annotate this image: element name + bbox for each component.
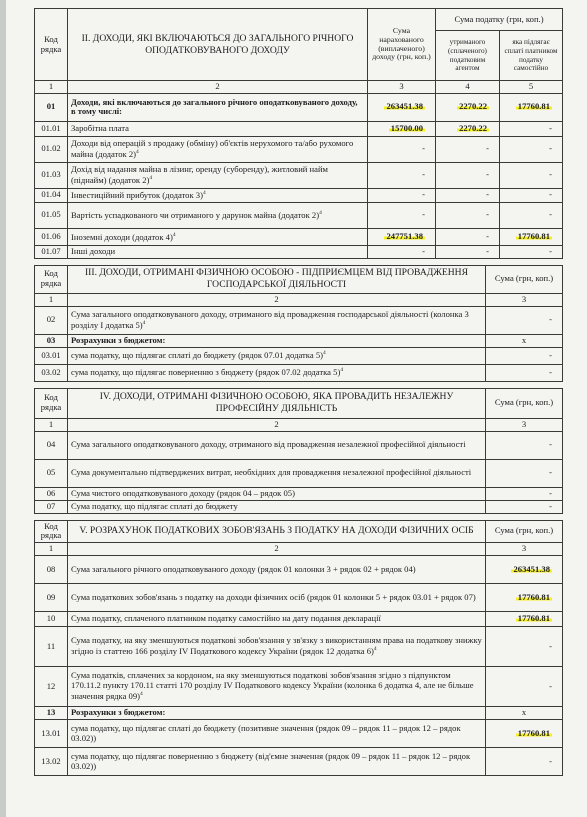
row-label: Сума податкових зобов'язань з податку на доходи фізичних осіб (рядок 01 колонки 5 + рядок 03.01 + рядок 07) (68, 584, 486, 612)
row-tax-agent: - (436, 245, 500, 258)
row-code: 13 (35, 707, 68, 720)
column-number: 1 (35, 293, 68, 306)
row-tax-self: - (500, 245, 563, 258)
row-amount: 15700.00 (390, 122, 423, 133)
table-row (35, 500, 563, 513)
table-row (35, 748, 563, 776)
footnote-mark: 4 (140, 691, 143, 698)
row-value: - (486, 459, 563, 487)
row-tax-self: - (500, 121, 563, 136)
footnote-mark: 4 (172, 231, 176, 238)
table-row (35, 136, 563, 162)
row-label: Вартість успадкованого чи отриманого у дарунок майна (додаток 2) (71, 209, 320, 220)
row-value: 17760.81 (517, 727, 550, 738)
footnote-mark: 4 (319, 210, 322, 216)
row-tax-self: - (500, 188, 563, 202)
footnote-mark: 4 (373, 646, 377, 653)
row-code: 04 (35, 431, 68, 459)
row-tax-agent: 2270.22 (459, 122, 487, 133)
row-tax-self: - (500, 162, 563, 188)
section-2-table (34, 8, 563, 259)
amount-header: Сума нарахованого (виплаченого) доходу (грн, коп.) (368, 9, 436, 81)
row-value: 263451.38 (513, 563, 550, 574)
tax-header: Сума податку (грн, коп.) (436, 9, 563, 31)
row-amount: - (368, 245, 436, 258)
row-tax-agent: - (436, 202, 500, 228)
row-tax-self: - (500, 136, 563, 162)
column-number: 5 (500, 81, 563, 94)
column-number: 4 (436, 81, 500, 94)
row-tax-agent: - (436, 136, 500, 162)
row-value: - (486, 431, 563, 459)
row-code: 13.01 (35, 720, 68, 748)
column-number: 1 (35, 418, 68, 431)
table-row (35, 306, 563, 334)
row-value: - (486, 364, 563, 381)
column-number: 2 (68, 81, 368, 94)
footnote-mark: 4 (340, 367, 344, 374)
row-label: Дохід від надання майна в лізинг, оренду (суборенду), житловий найм (піднайм) (додаток 2) (71, 164, 328, 185)
table-row (35, 720, 563, 748)
row-code: 10 (35, 612, 68, 627)
row-code: 13.02 (35, 748, 68, 776)
row-code: 01.04 (35, 188, 68, 202)
row-value: - (486, 748, 563, 776)
code-header: Код рядка (35, 265, 68, 293)
row-code: 01.07 (35, 245, 68, 258)
row-label: Розрахунки з бюджетом: (68, 707, 486, 720)
row-label: Доходи, які включаються до загального річного оподатковуваного доходу, в тому числі: (68, 93, 368, 121)
row-label: Інші доходи (68, 245, 368, 258)
amount-header: Сума (грн, коп.) (486, 388, 563, 418)
row-tax-agent: 2270.22 (459, 101, 487, 112)
section-2-title: II. ДОХОДИ, ЯКІ ВКЛЮЧАЮТЬСЯ ДО ЗАГАЛЬНОГО РІЧНОГО ОПОДАТКОВУВАНОГО ДОХОДУ (68, 9, 368, 81)
table-row (35, 487, 563, 500)
table-row (35, 202, 563, 228)
column-number: 1 (35, 81, 68, 94)
row-code: 08 (35, 556, 68, 584)
column-number: 1 (35, 543, 68, 556)
footnote-mark: 4 (202, 190, 206, 196)
row-value: x (486, 334, 563, 347)
row-code: 01.05 (35, 202, 68, 228)
column-number: 2 (68, 418, 486, 431)
table-row (35, 162, 563, 188)
row-value: 17760.81 (517, 613, 550, 624)
row-code: 01.03 (35, 162, 68, 188)
document-page (6, 0, 587, 817)
table-row (35, 347, 563, 364)
row-amount: - (368, 136, 436, 162)
row-code: 11 (35, 627, 68, 667)
table-row (35, 245, 563, 258)
row-label: Сума податку, на яку зменшуються податкові зобов'язання у зв'язку з використанням права на податкову знижку згідно із статтею 166 розділу IV Податкового кодексу України (рядок 12 додатка 6) (71, 635, 482, 657)
section-5-table (34, 520, 563, 777)
footnote-mark: 4 (322, 350, 326, 357)
table-row (35, 612, 563, 627)
row-label: сума податку, що підлягає поверненню з бюджету (від'ємне значення (рядок 09 – рядок 11 – рядок 12 – рядок 03.02)) (68, 748, 486, 776)
section-4-table (34, 388, 563, 514)
table-row (35, 364, 563, 381)
row-value: 17760.81 (517, 591, 550, 602)
row-tax-self: 17760.81 (517, 101, 551, 112)
row-tax-agent: - (436, 188, 500, 202)
table-row (35, 228, 563, 245)
row-amount: - (368, 188, 436, 202)
code-header: Код рядка (35, 9, 68, 81)
row-label: Сума загального річного оподатковуваного доходу (рядок 01 колонки 3 + рядок 02 + рядок 04) (68, 556, 486, 584)
row-code: 03.02 (35, 364, 68, 381)
column-number: 3 (486, 418, 563, 431)
row-label: Доходи від операцій з продажу (обміну) об'єктів нерухомого та/або рухомого майна (додаток 2) (71, 138, 354, 159)
row-tax-self: 17760.81 (517, 230, 551, 241)
code-header: Код рядка (35, 520, 68, 543)
row-amount: - (368, 162, 436, 188)
row-tax-agent: - (436, 228, 500, 245)
footnote-mark: 4 (149, 174, 153, 181)
column-number: 2 (68, 543, 486, 556)
row-label: сума податку, що підлягає поверненню з бюджету (рядок 07.02 додатка 5) (71, 367, 341, 378)
section-5-title: V. РОЗРАХУНОК ПОДАТКОВИХ ЗОБОВ'ЯЗАНЬ З ПОДАТКУ НА ДОХОДИ ФІЗИЧНИХ ОСІБ (68, 520, 486, 543)
row-value: - (486, 500, 563, 513)
table-row (35, 667, 563, 707)
row-tax-self: - (500, 202, 563, 228)
row-code: 03 (35, 334, 68, 347)
row-code: 01.01 (35, 121, 68, 136)
amount-header: Сума (грн, коп.) (486, 265, 563, 293)
section-3-title: III. ДОХОДИ, ОТРИМАНІ ФІЗИЧНОЮ ОСОБОЮ - ПІДПРИЄМЦЕМ ВІД ПРОВАДЖЕННЯ ГОСПОДАРСЬКОЇ ДІЯЛЬНОСТІ (68, 265, 486, 293)
row-code: 12 (35, 667, 68, 707)
tax-self-header: яка підлягає сплаті платником податку самостійно (500, 31, 563, 81)
amount-header: Сума (грн, коп.) (486, 520, 563, 543)
row-value: - (486, 306, 563, 334)
row-amount: 263451.38 (386, 101, 423, 112)
row-value: - (486, 347, 563, 364)
table-row (35, 584, 563, 612)
table-row (35, 93, 563, 121)
column-number: 2 (68, 293, 486, 306)
row-label: Сума чистого оподатковуваного доходу (рядок 04 – рядок 05) (68, 487, 486, 500)
row-label: Сума загального оподатковуваного доходу, отриманого від провадження незалежної професійної діяльності (68, 431, 486, 459)
table-row (35, 431, 563, 459)
footnote-mark: 4 (136, 148, 139, 155)
row-label: Інвестиційний прибуток (додаток 3) (71, 189, 203, 200)
row-value: x (486, 707, 563, 720)
row-code: 02 (35, 306, 68, 334)
row-label: Розрахунки з бюджетом: (68, 334, 486, 347)
row-label: Сума загального оподатковуваного доходу, отриманого від провадження господарської діяльності (колонка 3 розділу I додатка 5) (71, 308, 469, 330)
footnote-mark: 4 (142, 319, 146, 326)
declaration-tables (34, 8, 562, 776)
row-label: Заробітна плата (68, 121, 368, 136)
row-value: - (486, 487, 563, 500)
row-code: 05 (35, 459, 68, 487)
row-label: Іноземні доходи (додаток 4) (71, 231, 173, 242)
row-label: Сума податку, що підлягає сплаті до бюджету (68, 500, 486, 513)
table-row (35, 334, 563, 347)
row-label: Сума податку, сплаченого платником податку самостійно на дату подання декларації (68, 612, 486, 627)
column-number: 3 (368, 81, 436, 94)
row-amount: - (368, 202, 436, 228)
row-code: 01 (35, 93, 68, 121)
row-value: - (486, 667, 563, 707)
row-code: 01.06 (35, 228, 68, 245)
row-value: - (486, 627, 563, 667)
table-row (35, 188, 563, 202)
row-amount: 247751.38 (386, 230, 423, 241)
row-code: 06 (35, 487, 68, 500)
section-4-title: IV. ДОХОДИ, ОТРИМАНІ ФІЗИЧНОЮ ОСОБОЮ, ЯКА ПРОВАДИТЬ НЕЗАЛЕЖНУ ПРОФЕСІЙНУ ДІЯЛЬНІСТЬ (68, 388, 486, 418)
table-row (35, 459, 563, 487)
row-code: 07 (35, 500, 68, 513)
table-row (35, 707, 563, 720)
row-label: Сума документально підтверджених витрат, необхідних для провадження незалежної професійної діяльності (68, 459, 486, 487)
tax-agent-header: утриманого (сплаченого) податковим агентом (436, 31, 500, 81)
row-label: Сума податків, сплачених за кордоном, на яку зменшуються податкові зобов'язання згідно з підпунктом 170.11.2 пункту 170.11 статті 170 розділу IV Податкового кодексу України (колонка 6 додатка 4, але не більше значення рядка 09) (71, 670, 474, 701)
table-row (35, 627, 563, 667)
code-header: Код рядка (35, 388, 68, 418)
row-code: 03.01 (35, 347, 68, 364)
row-tax-agent: - (436, 162, 500, 188)
row-label: сума податку, що підлягає сплаті до бюджету (позитивне значення (рядок 09 – рядок 11 – рядок 12 – рядок 03.02)) (68, 720, 486, 748)
section-3-table (34, 265, 563, 382)
column-number: 3 (486, 293, 563, 306)
row-label: сума податку, що підлягає сплаті до бюджету (рядок 07.01 додатка 5) (71, 350, 323, 361)
table-row (35, 556, 563, 584)
row-code: 09 (35, 584, 68, 612)
row-code: 01.02 (35, 136, 68, 162)
table-row (35, 121, 563, 136)
column-number: 3 (486, 543, 563, 556)
